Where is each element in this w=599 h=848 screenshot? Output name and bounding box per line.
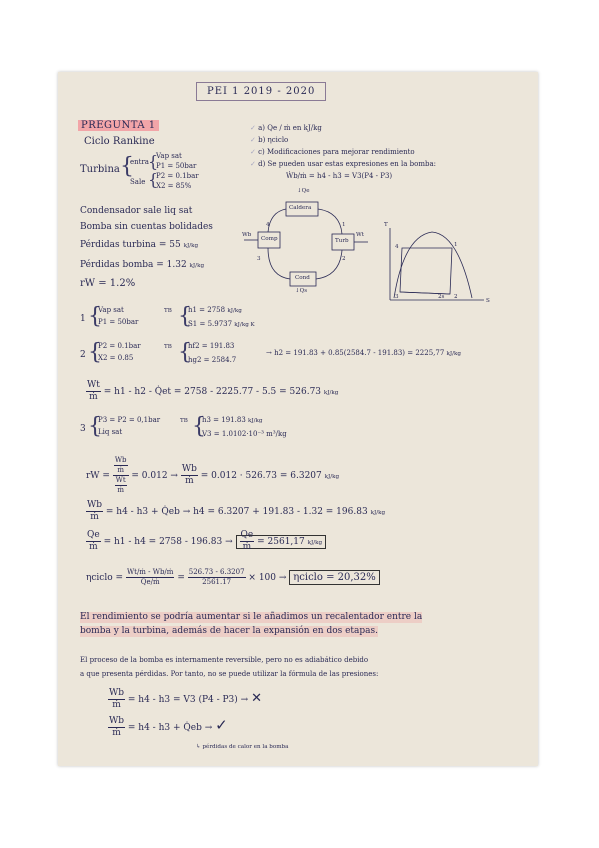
final-eq-2-rhs: = h4 - h3 + Q̇eb → <box>127 723 213 733</box>
ts-point: 2s <box>438 294 445 300</box>
check-icon: ✓ <box>215 716 228 734</box>
table-ref: TB <box>180 418 188 424</box>
eq-qe-rhs: = h1 - h4 = 2758 - 196.83 → <box>103 537 233 547</box>
pump-losses <box>80 260 204 271</box>
frac-den: Qe/ṁ <box>140 578 160 586</box>
qe-label: ↓Qe <box>297 188 310 194</box>
condenser-note: Condensador sale liq sat <box>80 206 193 216</box>
state-2-a: P2 = 0.1bar <box>98 342 141 350</box>
frac-num: Wb <box>87 500 103 510</box>
brace: { <box>120 154 134 179</box>
brace: { <box>192 414 206 439</box>
ts-point: 4 <box>395 244 399 250</box>
frac-den: ṁ <box>117 486 124 494</box>
unit: kJ/kg <box>323 390 339 396</box>
state-3-b: Liq sat <box>98 428 123 436</box>
final-note: ↳ pérdidas de calor en la bomba <box>196 744 289 750</box>
node-label: 2 <box>342 256 346 262</box>
frac-den: ṁ <box>117 466 124 474</box>
unit: kJ/kg <box>227 308 242 314</box>
ts-point: 3 <box>395 294 399 300</box>
caldera-label: Caldera <box>289 205 312 211</box>
frac-den: 2561.17 <box>202 578 232 586</box>
brace: { <box>88 340 102 365</box>
frac-num: Wb <box>109 688 125 698</box>
turbine-in-label: entra <box>130 158 149 166</box>
state-1-s-text: S1 = 5.9737 <box>188 320 233 328</box>
frac-num: Qe <box>87 530 100 540</box>
state-2-hf: hf2 = 191.83 <box>188 342 235 350</box>
text-line: bomba y la turbina, además de hacer la expansión en dos etapas. <box>80 626 379 636</box>
cond-label: Cond <box>295 275 310 281</box>
node-label: 3 <box>257 256 261 262</box>
frac-den: ṁ <box>185 476 194 486</box>
frac-den: ṁ <box>242 542 252 552</box>
ts-t-axis: T <box>384 222 388 228</box>
unit: kJ/kg <box>446 351 462 357</box>
turbine-losses <box>80 240 198 251</box>
frac-num: Wt/ṁ - Wb/ṁ <box>126 568 174 576</box>
state-2-hg: hg2 = 2584.7 <box>188 356 237 364</box>
question-a: ✓ a) Qe / ṁ en kJ/kg <box>250 124 322 132</box>
brace: { <box>88 304 102 329</box>
wb-label: Wb <box>242 232 252 238</box>
turbine-out-2: X2 = 85% <box>156 182 192 190</box>
unit: kJ/kg K <box>234 322 255 328</box>
turbine-out-label: Sale <box>130 178 146 186</box>
unit: kJ/kg <box>324 474 340 480</box>
state-3-h-text: h3 = 191.83 <box>202 416 246 424</box>
frac-num: Wb <box>114 456 127 464</box>
state-number: 3 <box>80 424 86 434</box>
turbine-out-1: P2 = 0.1bar <box>156 172 199 180</box>
state-number: 2 <box>80 350 86 360</box>
brace: { <box>148 170 159 189</box>
frac-num: 526.73 - 6.3207 <box>188 568 245 576</box>
turbine-in-1: Vap sat <box>156 152 182 160</box>
qs-label: ↓Qs <box>295 288 308 294</box>
state-1-h-text: h1 = 2758 <box>188 306 226 314</box>
rw-note: rW = 1.2% <box>80 278 136 289</box>
state-2-b: X2 = 0.85 <box>98 354 134 362</box>
eq-eta <box>86 568 380 587</box>
eta-result: ηciclo = 20,32% <box>289 570 379 585</box>
wt-label: Wt <box>356 232 364 238</box>
text-line: a que presenta pérdidas. Por tanto, no se puede utilizar la fórmula de las presiones: <box>80 670 379 678</box>
ts-diagram <box>380 222 490 304</box>
frac-den: ṁ <box>112 728 121 738</box>
frac-den: ṁ <box>112 700 121 710</box>
eq-rw-lhs: rW = <box>86 471 110 481</box>
state-3-a: P3 = P2 = 0,1bar <box>98 416 161 424</box>
state-3-v: V3 = 1.0102·10⁻³ m³/kg <box>202 430 287 438</box>
frac-num: Wt <box>115 476 126 484</box>
eq-eta-lhs: ηciclo = <box>86 573 124 583</box>
cycle-type: Ciclo Rankine <box>84 136 155 147</box>
pump-note: Bomba sin cuentas bolidades <box>80 222 213 232</box>
text-line: El proceso de la bomba es internamente reversible, pero no es adiabático debido <box>80 656 369 664</box>
state-2-result-text: → h2 = 191.83 + 0.85(2584.7 - 191.83) = 2225,77 <box>266 349 445 357</box>
ts-s-axis: S <box>486 298 490 304</box>
unit: kJ/kg <box>189 263 205 269</box>
frac-den: ṁ <box>89 392 98 402</box>
paper-sheet <box>58 72 538 766</box>
eq-rw-mid: = 0.012 → <box>131 471 178 481</box>
frac-num: Qe <box>240 530 254 540</box>
state-2-result <box>266 349 461 358</box>
final-eq-1 <box>108 688 262 711</box>
frac-num: Wt <box>87 380 100 390</box>
comp-label: Comp <box>261 236 278 242</box>
state-1-a: Vap sat <box>98 306 124 314</box>
brace: { <box>148 152 159 171</box>
turbine-label: Turbina <box>80 164 120 175</box>
turbine-losses-text: Pérdidas turbina = 55 <box>80 240 181 250</box>
node-label: 1 <box>342 222 346 228</box>
state-1-b: P1 = 50bar <box>98 318 139 326</box>
turb-label: Turb <box>335 238 349 244</box>
state-1-s <box>188 320 255 329</box>
eq-rw-rhs: = 0.012 · 526.73 = 6.3207 <box>200 471 322 481</box>
final-eq-2 <box>108 716 228 739</box>
question-c: ✓ c) Modificaciones para mejorar rendimiento <box>250 148 415 156</box>
unit: kJ/kg <box>248 418 263 424</box>
qe-result: = 2561,17 <box>257 537 305 547</box>
question-d: ✓ d) Se pueden usar estas expresiones en la bomba: <box>250 160 437 168</box>
question-d-text: d) Se pueden usar estas expresiones en la bomba: <box>258 160 437 168</box>
frac-den: ṁ <box>90 512 99 522</box>
unit: kJ/kg <box>183 243 199 249</box>
brace: { <box>88 414 102 439</box>
state-number: 1 <box>80 314 86 324</box>
pump-losses-text: Pérdidas bomba = 1.32 <box>80 260 187 270</box>
eq-wt-rhs: = h1 - h2 - Q̇et = 2758 - 2225.77 - 5.5 = 526.73 <box>103 387 322 397</box>
text-line: El rendimiento se podría aumentar si le añadimos un recalentador entre la <box>80 612 423 622</box>
eq-h4-rhs: = h4 - h3 + Q̇eb → h4 = 6.3207 + 191.83 - 1.32 = 196.83 <box>105 507 368 517</box>
question-c-text: c) Modificaciones para mejorar rendimiento <box>258 148 415 156</box>
eq-h4 <box>86 500 385 523</box>
question-a-text: a) Qe / ṁ en kJ/kg <box>258 124 322 132</box>
ts-point: 1 <box>454 242 458 248</box>
unit: kJ/kg <box>370 510 386 516</box>
brace: { <box>178 340 192 365</box>
frac-den: ṁ <box>89 542 98 552</box>
frac-num: Wb <box>181 464 197 474</box>
table-ref: TB <box>164 308 172 314</box>
state-3-h <box>202 416 263 425</box>
cross-icon: ✕ <box>251 691 262 706</box>
question-b-text: b) ηciclo <box>258 136 289 144</box>
eq-eta-mid: = <box>177 573 185 583</box>
node-label: 4 <box>266 222 270 228</box>
frac-num: Wb <box>109 716 125 726</box>
eq-rw <box>86 456 339 495</box>
brace: { <box>178 304 192 329</box>
question-b: ✓ b) ηciclo <box>250 136 289 144</box>
final-eq-1-rhs: = h4 - h3 = V3 (P4 - P3) → <box>127 695 249 705</box>
unit: kJ/kg <box>307 540 323 546</box>
table-ref: TB <box>164 344 172 350</box>
state-1-h <box>188 306 242 315</box>
ts-point: 2 <box>454 294 458 300</box>
turbine-in-2: P1 = 50bar <box>156 162 197 170</box>
page-title: PEI 1 2019 - 2020 <box>196 82 326 101</box>
question-heading: PREGUNTA 1 <box>78 120 159 131</box>
question-d-eq: Ẇb/ṁ = h4 - h3 = V3(P4 - P3) <box>286 172 393 180</box>
eq-qe <box>86 530 326 553</box>
eq-wt <box>86 380 338 403</box>
eq-eta-mult: × 100 → <box>248 573 287 583</box>
